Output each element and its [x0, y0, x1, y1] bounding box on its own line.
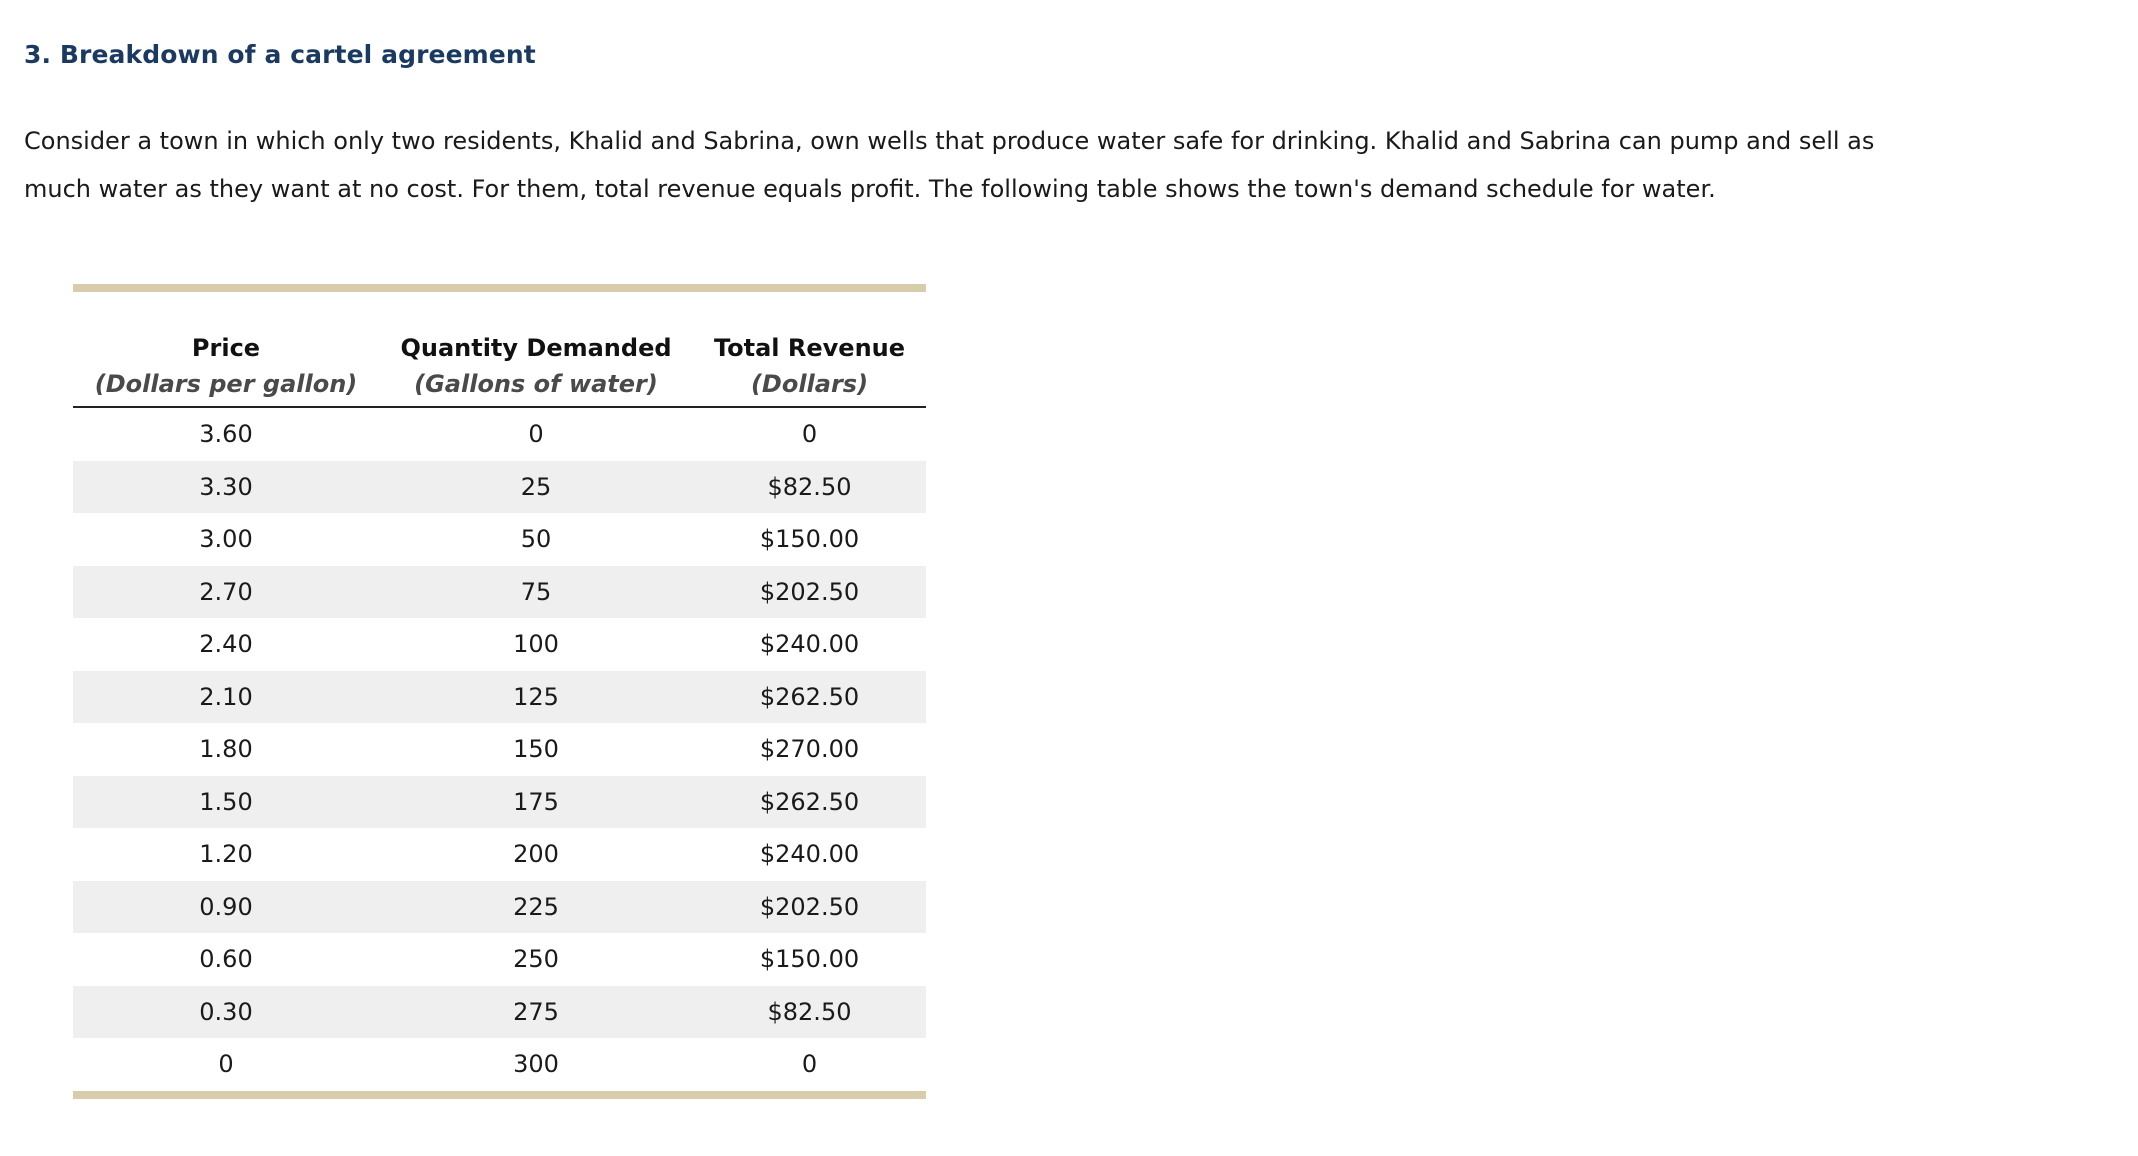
quantity-cell: 150	[513, 735, 559, 764]
quantity-cell: 125	[379, 671, 693, 724]
col-unit-price: (Dollars per gallon)	[73, 362, 379, 407]
revenue-cell: $202.50	[693, 566, 926, 619]
table-row	[73, 671, 926, 724]
table-row	[73, 566, 926, 619]
price-cell: 1.20	[199, 840, 253, 869]
price-cell: 3.00	[199, 525, 253, 554]
table-bottom-rule	[73, 1091, 926, 1099]
quantity-cell: 75	[379, 566, 693, 619]
quantity-cell: 100	[513, 630, 559, 659]
table-top-rule	[73, 284, 926, 292]
col-header-quantity: Quantity Demanded	[400, 334, 672, 362]
table-row	[73, 723, 926, 776]
quantity-cell: 25	[379, 461, 693, 514]
table-body	[73, 407, 926, 1091]
quantity-cell: 250	[513, 945, 559, 974]
col-header-price: Price	[191, 334, 261, 362]
price-cell: 1.80	[199, 735, 253, 764]
revenue-cell: $240.00	[759, 630, 860, 659]
revenue-cell: $262.50	[693, 776, 926, 829]
revenue-cell: $82.50	[693, 461, 926, 514]
table-row	[73, 986, 926, 1039]
price-cell: 0.90	[73, 881, 379, 934]
price-cell: 2.10	[73, 671, 379, 724]
revenue-cell: $82.50	[693, 986, 926, 1039]
demand-table	[73, 292, 926, 1091]
section-heading: 3. Breakdown of a cartel agreement	[24, 40, 536, 69]
price-cell: 3.60	[199, 420, 253, 449]
revenue-cell: $262.50	[693, 671, 926, 724]
table-row	[73, 618, 926, 671]
price-cell: 2.40	[199, 630, 253, 659]
intro-paragraph: Consider a town in which only two residents, Khalid and Sabrina, own wells that produce water safe for drinking. Khalid and Sabrina can pump and sell as much water as they want at no cost. For them, total revenue equals profit. The following table shows the town's demand schedule for water.	[24, 127, 1875, 203]
table-row	[73, 881, 926, 934]
price-cell: 0	[218, 1050, 234, 1079]
price-cell: 3.30	[73, 461, 379, 514]
demand-schedule-table	[73, 284, 926, 1099]
revenue-cell: $270.00	[759, 735, 860, 764]
quantity-cell: 175	[379, 776, 693, 829]
table-row	[73, 776, 926, 829]
table-row	[73, 513, 926, 566]
quantity-cell: 300	[513, 1050, 559, 1079]
quantity-cell: 50	[520, 525, 552, 554]
revenue-cell: 0	[801, 420, 818, 449]
table-row	[73, 461, 926, 514]
header-unit-row	[73, 362, 926, 407]
revenue-cell: 0	[801, 1050, 818, 1079]
price-cell: 2.70	[73, 566, 379, 619]
revenue-cell: $150.00	[759, 945, 860, 974]
table-row	[73, 1038, 926, 1091]
table-row	[73, 407, 926, 461]
revenue-cell: $202.50	[693, 881, 926, 934]
quantity-cell: 0	[528, 420, 544, 449]
revenue-cell: $150.00	[759, 525, 860, 554]
table-row	[73, 828, 926, 881]
col-unit-revenue: (Dollars)	[693, 362, 926, 407]
revenue-cell: $240.00	[759, 840, 860, 869]
quantity-cell: 225	[379, 881, 693, 934]
price-cell: 1.50	[73, 776, 379, 829]
quantity-cell: 275	[379, 986, 693, 1039]
quantity-cell: 200	[513, 840, 559, 869]
col-unit-quantity: (Gallons of water)	[379, 362, 693, 407]
price-cell: 0.60	[199, 945, 253, 974]
col-header-revenue: Total Revenue	[713, 334, 906, 362]
price-cell: 0.30	[73, 986, 379, 1039]
header-title-row	[73, 292, 926, 362]
table-row	[73, 933, 926, 986]
